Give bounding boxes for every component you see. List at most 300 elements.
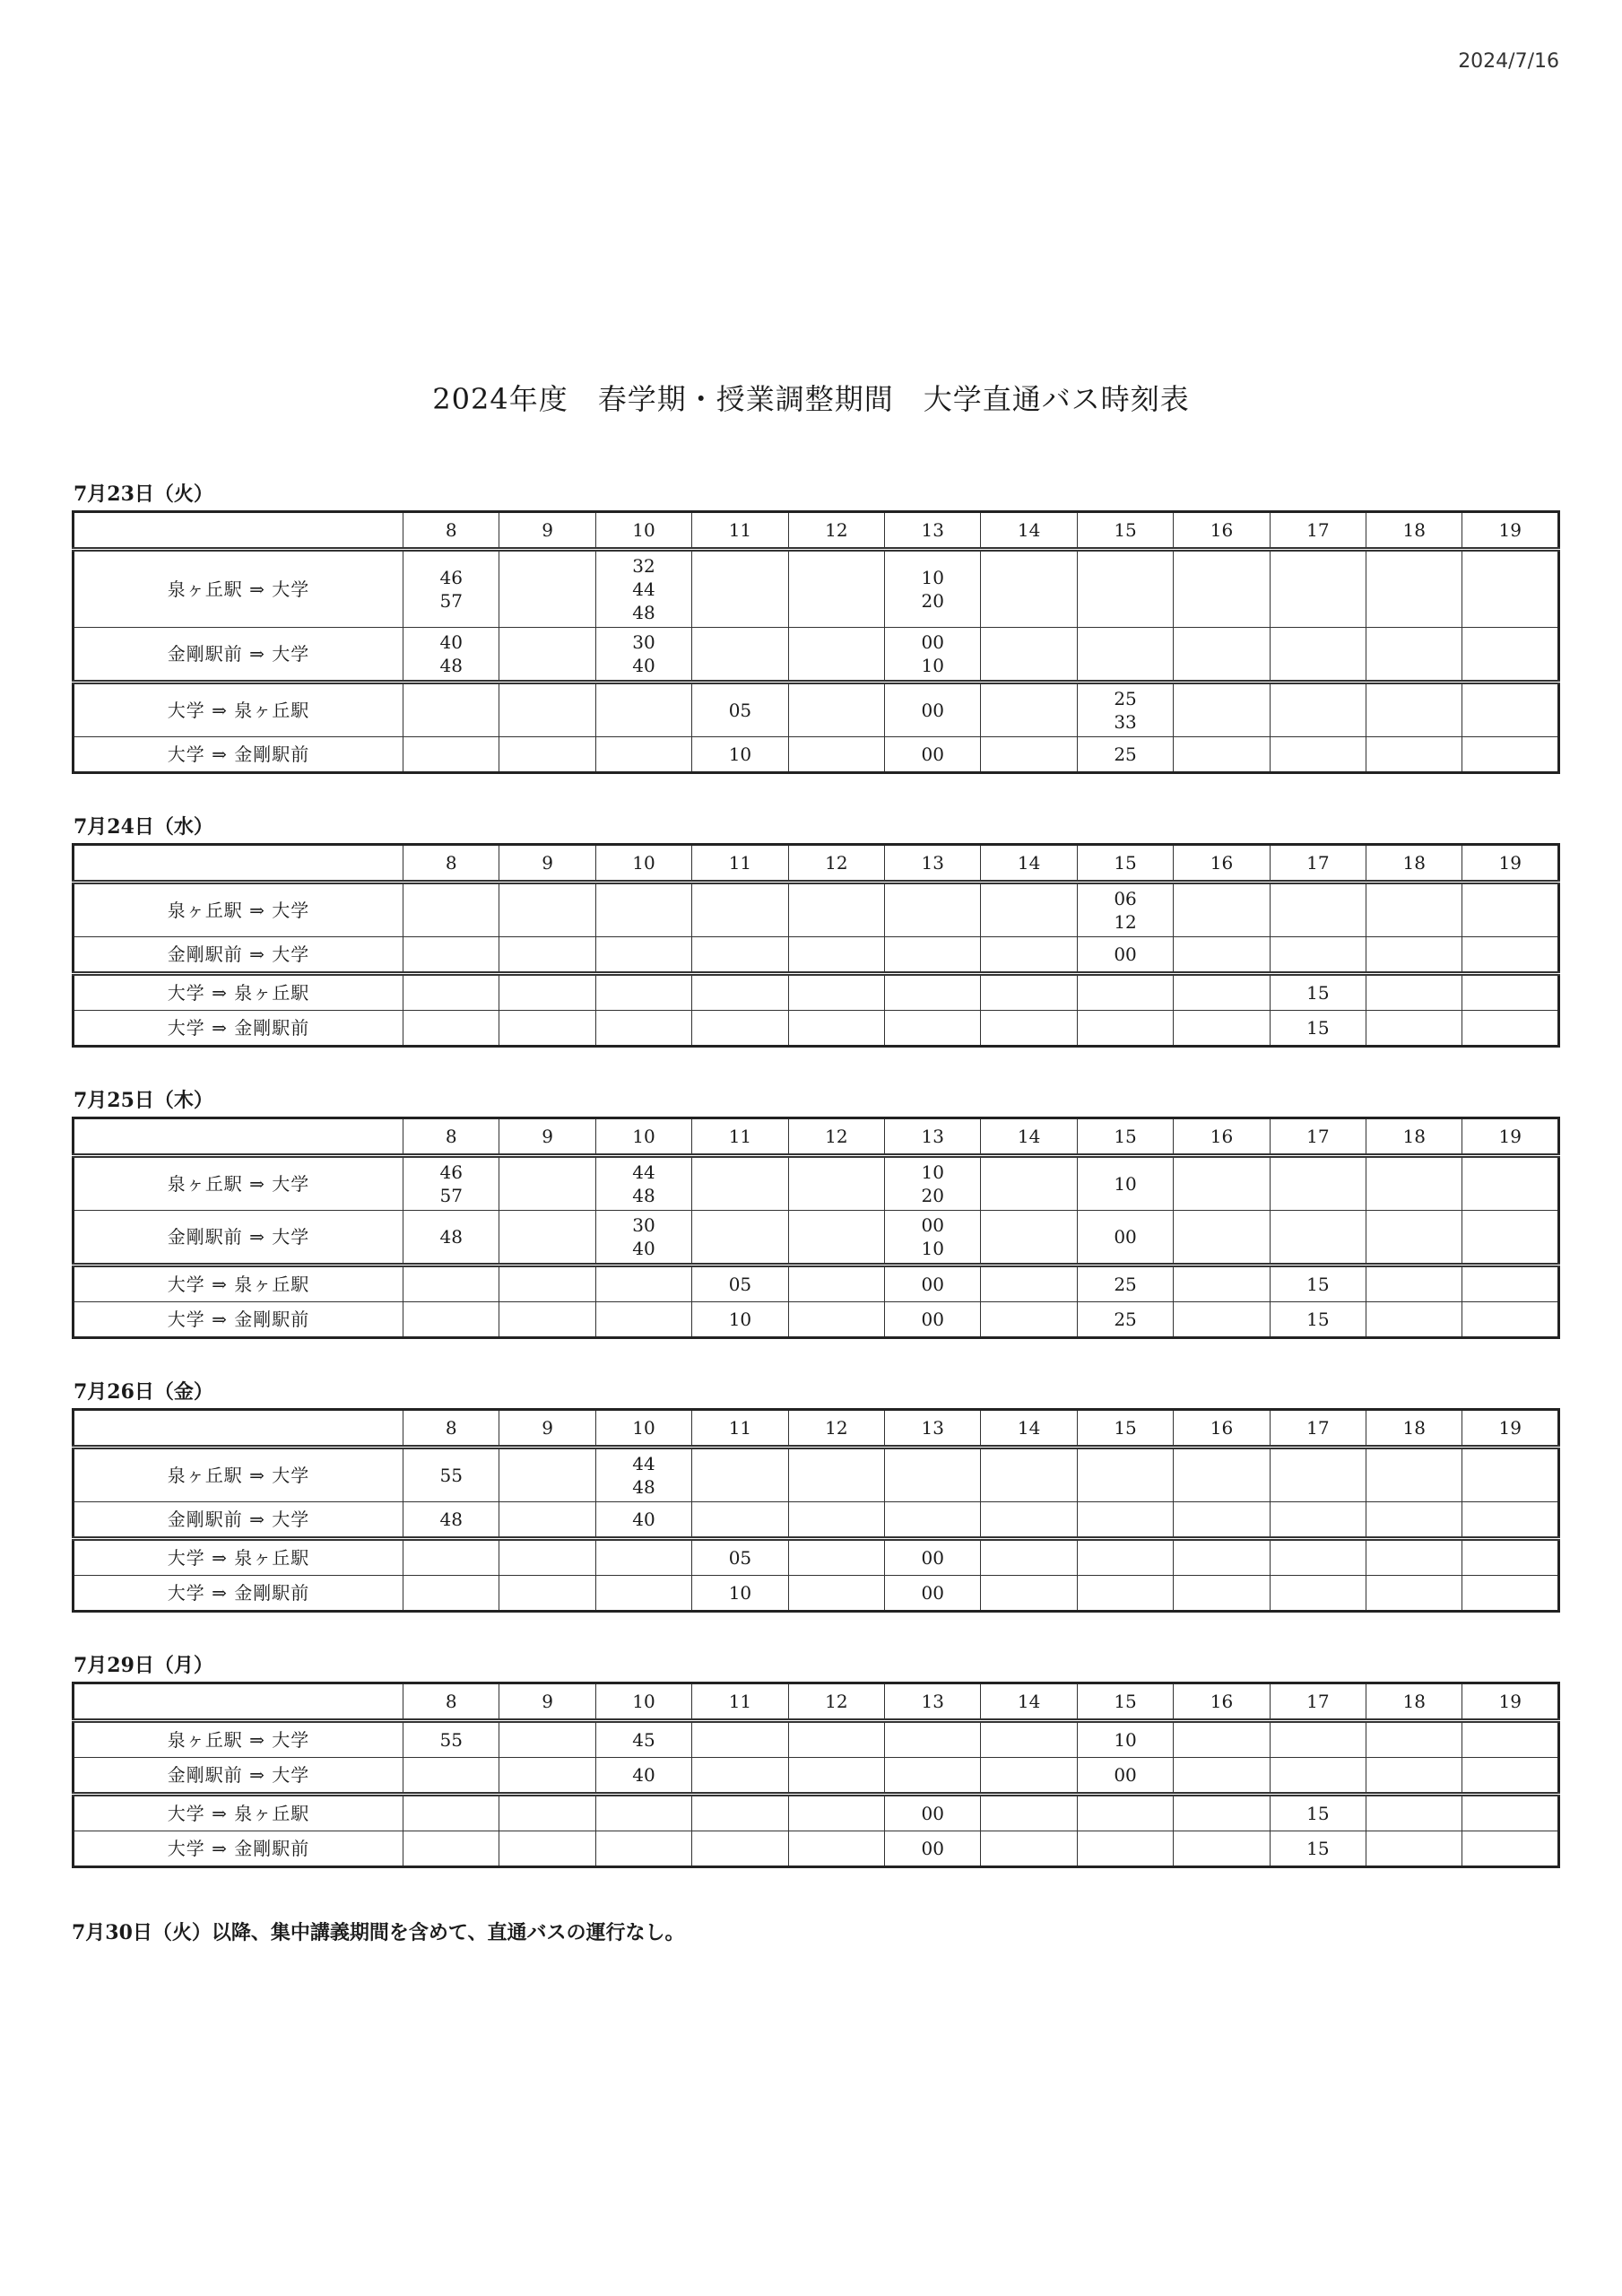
hour-header: 8 — [403, 1118, 499, 1156]
departure-cell — [1270, 1795, 1366, 1831]
departure-cell — [1366, 1502, 1462, 1539]
departure-cell — [595, 1011, 691, 1047]
departure-cell — [981, 1156, 1077, 1211]
hour-header: 10 — [595, 1118, 691, 1156]
departure-cell — [981, 1211, 1077, 1265]
departure-minute: 55 — [439, 1465, 463, 1486]
departure-cell — [885, 550, 981, 628]
departure-cell — [1077, 1265, 1173, 1302]
departure-minute: 05 — [728, 1274, 752, 1295]
departure-cell — [595, 1576, 691, 1612]
departure-cell — [1366, 974, 1462, 1011]
departure-cell — [692, 737, 788, 773]
route-label — [74, 1576, 403, 1612]
departure-cell — [788, 974, 884, 1011]
hour-header: 13 — [885, 512, 981, 550]
departure-cell — [1174, 1795, 1270, 1831]
departure-cell — [788, 1831, 884, 1867]
departure-cell — [595, 1448, 691, 1502]
departure-cell — [692, 550, 788, 628]
day-timetable — [72, 1378, 1560, 1613]
departure-minute: 40 — [439, 631, 463, 653]
departure-minute: 15 — [1306, 1838, 1330, 1859]
departure-cell — [499, 1302, 595, 1338]
departure-cell — [692, 1721, 788, 1758]
departure-cell — [1462, 550, 1559, 628]
departure-cell — [499, 1539, 595, 1576]
route-label — [74, 1302, 403, 1338]
route-text: 金剛駅前 ⇒ 大学 — [167, 643, 310, 665]
table-row — [74, 737, 1559, 773]
hour-header: 19 — [1462, 1118, 1559, 1156]
day-label: 7月23日（火） — [74, 483, 213, 506]
timetable — [72, 843, 1560, 1048]
departure-cell — [499, 737, 595, 773]
departure-cell — [885, 628, 981, 683]
departure-cell — [403, 1831, 499, 1867]
departure-minute: 00 — [921, 1274, 944, 1295]
departure-minute: 46 — [439, 1161, 463, 1183]
departure-minute: 10 — [921, 655, 944, 676]
departure-cell — [1366, 937, 1462, 974]
departure-cell — [981, 974, 1077, 1011]
departure-cell — [788, 1539, 884, 1576]
departure-cell — [788, 1302, 884, 1338]
timetable — [72, 510, 1560, 774]
departure-minute: 10 — [728, 1309, 752, 1330]
departure-minute: 00 — [921, 1582, 944, 1604]
departure-minute: 10 — [1114, 1729, 1137, 1751]
day-label: 7月29日（月） — [74, 1654, 213, 1677]
departure-cell — [1366, 1831, 1462, 1867]
hour-header: 16 — [1174, 845, 1270, 883]
hour-header: 17 — [1270, 512, 1366, 550]
departure-minute: 10 — [921, 1238, 944, 1259]
departure-cell — [403, 883, 499, 937]
departure-cell — [1077, 1721, 1173, 1758]
route-text: 金剛駅前 ⇒ 大学 — [167, 1764, 310, 1786]
departure-cell — [1462, 1211, 1559, 1265]
departure-minute: 48 — [632, 602, 655, 623]
departure-cell — [788, 1758, 884, 1795]
departure-minute: 33 — [1114, 711, 1137, 733]
route-label — [74, 1265, 403, 1302]
departure-cell — [403, 683, 499, 737]
departure-cell — [499, 1011, 595, 1047]
route-label — [74, 1448, 403, 1502]
departure-cell — [403, 737, 499, 773]
departure-cell — [499, 1156, 595, 1211]
departure-cell — [1462, 937, 1559, 974]
departure-cell — [403, 550, 499, 628]
departure-cell — [499, 1758, 595, 1795]
departure-cell — [595, 1795, 691, 1831]
route-text: 金剛駅前 ⇒ 大学 — [167, 1509, 310, 1530]
hour-header: 11 — [692, 512, 788, 550]
header-corner — [74, 512, 403, 550]
departure-cell — [692, 883, 788, 937]
route-text: 金剛駅前 ⇒ 大学 — [167, 1226, 310, 1248]
departure-cell — [1366, 1156, 1462, 1211]
print-date: 2024/7/16 — [1458, 50, 1559, 73]
departure-cell — [1366, 550, 1462, 628]
timetable — [72, 1682, 1560, 1868]
departure-cell — [1270, 1831, 1366, 1867]
departure-cell — [403, 1721, 499, 1758]
departure-minute: 15 — [1306, 1017, 1330, 1039]
departure-minute: 10 — [728, 744, 752, 765]
departure-cell — [981, 1448, 1077, 1502]
hour-header: 14 — [981, 845, 1077, 883]
departure-cell — [788, 550, 884, 628]
departure-cell — [403, 1539, 499, 1576]
hour-header: 11 — [692, 845, 788, 883]
departure-cell — [1077, 1302, 1173, 1338]
departure-cell — [1270, 550, 1366, 628]
departure-cell — [885, 1721, 981, 1758]
departure-minute: 06 — [1114, 888, 1137, 909]
table-row — [74, 1011, 1559, 1047]
hour-header: 8 — [403, 1683, 499, 1721]
departure-cell — [692, 1758, 788, 1795]
departure-minute: 00 — [921, 1803, 944, 1824]
departure-cell — [692, 1448, 788, 1502]
departure-cell — [403, 1156, 499, 1211]
hour-header: 19 — [1462, 1683, 1559, 1721]
departure-cell — [595, 937, 691, 974]
departure-cell — [403, 1211, 499, 1265]
departure-minute: 44 — [632, 578, 655, 600]
hour-header: 8 — [403, 1410, 499, 1448]
departure-cell — [499, 683, 595, 737]
departure-cell — [1270, 1576, 1366, 1612]
departure-cell — [788, 683, 884, 737]
departure-cell — [1270, 937, 1366, 974]
departure-cell — [1174, 550, 1270, 628]
hour-header: 12 — [788, 1410, 884, 1448]
timetable — [72, 1408, 1560, 1613]
hour-header: 18 — [1366, 845, 1462, 883]
departure-cell — [1270, 628, 1366, 683]
departure-cell — [1077, 1156, 1173, 1211]
hour-header: 10 — [595, 845, 691, 883]
hour-header: 9 — [499, 1683, 595, 1721]
hour-header: 10 — [595, 1410, 691, 1448]
departure-minute: 20 — [921, 1185, 944, 1206]
departure-minute: 00 — [1114, 1764, 1137, 1786]
route-text: 大学 ⇒ 泉ヶ丘駅 — [167, 700, 310, 721]
departure-cell — [1174, 1576, 1270, 1612]
departure-cell — [981, 1721, 1077, 1758]
header-corner — [74, 1683, 403, 1721]
departure-cell — [981, 1795, 1077, 1831]
departure-cell — [981, 1539, 1077, 1576]
departure-cell — [403, 628, 499, 683]
departure-cell — [595, 1156, 691, 1211]
hour-header: 17 — [1270, 1683, 1366, 1721]
hour-header: 11 — [692, 1118, 788, 1156]
route-label — [74, 974, 403, 1011]
route-label — [74, 1502, 403, 1539]
departure-cell — [499, 1211, 595, 1265]
departure-cell — [788, 1502, 884, 1539]
departure-cell — [788, 1448, 884, 1502]
departure-cell — [1174, 1265, 1270, 1302]
departure-cell — [1366, 1011, 1462, 1047]
departure-cell — [403, 1795, 499, 1831]
departure-minute: 57 — [439, 590, 463, 612]
route-label — [74, 683, 403, 737]
departure-cell — [403, 1265, 499, 1302]
hour-header: 16 — [1174, 1118, 1270, 1156]
hour-header: 17 — [1270, 1410, 1366, 1448]
departure-cell — [1366, 1795, 1462, 1831]
departure-cell — [1270, 1211, 1366, 1265]
route-label — [74, 550, 403, 628]
departure-cell — [499, 628, 595, 683]
route-label — [74, 1758, 403, 1795]
departure-cell — [788, 737, 884, 773]
departure-cell — [499, 883, 595, 937]
hour-header: 15 — [1077, 1410, 1173, 1448]
departure-cell — [981, 1576, 1077, 1612]
departure-cell — [499, 1795, 595, 1831]
departure-cell — [692, 1795, 788, 1831]
departure-minute: 48 — [632, 1185, 655, 1206]
route-text: 大学 ⇒ 金剛駅前 — [167, 1017, 310, 1039]
table-row — [74, 1721, 1559, 1758]
route-text: 大学 ⇒ 泉ヶ丘駅 — [167, 1547, 310, 1569]
departure-cell — [788, 1576, 884, 1612]
departure-minute: 15 — [1306, 982, 1330, 1004]
hour-header: 15 — [1077, 845, 1173, 883]
departure-cell — [403, 1302, 499, 1338]
departure-minute: 00 — [921, 744, 944, 765]
departure-cell — [595, 1502, 691, 1539]
departure-minute: 48 — [632, 1476, 655, 1498]
hour-header-row — [74, 1118, 1559, 1156]
departure-cell — [981, 1502, 1077, 1539]
departure-minute: 25 — [1114, 688, 1137, 709]
hour-header: 9 — [499, 512, 595, 550]
departure-cell — [981, 1758, 1077, 1795]
departure-cell — [403, 1576, 499, 1612]
service-note: 7月30日（火）以降、集中講義期間を含めて、直通バスの運行なし。 — [72, 1921, 685, 1944]
departure-cell — [692, 1831, 788, 1867]
departure-cell — [885, 1795, 981, 1831]
departure-minute: 46 — [439, 567, 463, 588]
departure-cell — [1077, 1448, 1173, 1502]
header-corner — [74, 1118, 403, 1156]
route-label — [74, 1011, 403, 1047]
departure-cell — [788, 1795, 884, 1831]
departure-cell — [692, 1011, 788, 1047]
departure-cell — [1366, 1539, 1462, 1576]
departure-cell — [1366, 737, 1462, 773]
departure-cell — [1462, 1302, 1559, 1338]
departure-minute: 25 — [1114, 1274, 1137, 1295]
departure-cell — [1174, 1539, 1270, 1576]
departure-cell — [692, 974, 788, 1011]
hour-header: 17 — [1270, 1118, 1366, 1156]
departure-cell — [499, 1448, 595, 1502]
hour-header: 8 — [403, 512, 499, 550]
departure-cell — [1462, 1156, 1559, 1211]
departure-cell — [1174, 1721, 1270, 1758]
route-label — [74, 1831, 403, 1867]
departure-minute: 48 — [439, 1226, 463, 1248]
departure-minute: 15 — [1306, 1803, 1330, 1824]
departure-cell — [1462, 1831, 1559, 1867]
day-timetable — [72, 480, 1560, 774]
departure-cell — [885, 1156, 981, 1211]
departure-cell — [788, 1721, 884, 1758]
departure-minute: 00 — [921, 1838, 944, 1859]
departure-minute: 05 — [728, 1547, 752, 1569]
departure-cell — [595, 550, 691, 628]
departure-cell — [1366, 1448, 1462, 1502]
page-title: 2024年度 春学期・授業調整期間 大学直通バス時刻表 — [432, 382, 1190, 416]
departure-cell — [595, 1758, 691, 1795]
departure-cell — [1270, 1011, 1366, 1047]
departure-cell — [1462, 628, 1559, 683]
departure-cell — [1462, 1721, 1559, 1758]
departure-cell — [595, 1302, 691, 1338]
table-row — [74, 1302, 1559, 1338]
departure-cell — [885, 1265, 981, 1302]
hour-header: 10 — [595, 512, 691, 550]
route-text: 金剛駅前 ⇒ 大学 — [167, 944, 310, 965]
timetable — [72, 1117, 1560, 1339]
departure-minute: 00 — [921, 1309, 944, 1330]
hour-header: 18 — [1366, 1410, 1462, 1448]
day-label: 7月26日（金） — [74, 1380, 213, 1404]
departure-cell — [885, 1539, 981, 1576]
hour-header: 16 — [1174, 1683, 1270, 1721]
hour-header: 12 — [788, 1683, 884, 1721]
hour-header: 17 — [1270, 845, 1366, 883]
departure-cell — [403, 1758, 499, 1795]
departure-cell — [692, 1576, 788, 1612]
departure-minute: 10 — [728, 1582, 752, 1604]
hour-header: 18 — [1366, 1683, 1462, 1721]
hour-header: 9 — [499, 1118, 595, 1156]
route-label — [74, 883, 403, 937]
departure-cell — [1174, 1758, 1270, 1795]
table-row — [74, 1448, 1559, 1502]
route-text: 大学 ⇒ 泉ヶ丘駅 — [167, 1803, 310, 1824]
departure-cell — [1077, 1795, 1173, 1831]
departure-cell — [1462, 974, 1559, 1011]
departure-minute: 44 — [632, 1453, 655, 1474]
hour-header: 12 — [788, 845, 884, 883]
route-label — [74, 1795, 403, 1831]
table-row — [74, 1795, 1559, 1831]
table-row — [74, 628, 1559, 683]
departure-cell — [595, 628, 691, 683]
hour-header: 14 — [981, 1410, 1077, 1448]
route-label — [74, 1721, 403, 1758]
departure-cell — [1077, 883, 1173, 937]
departure-cell — [1270, 1156, 1366, 1211]
route-label — [74, 937, 403, 974]
departure-cell — [981, 1011, 1077, 1047]
departure-cell — [885, 1758, 981, 1795]
departure-cell — [885, 1302, 981, 1338]
hour-header: 11 — [692, 1410, 788, 1448]
departure-cell — [595, 1211, 691, 1265]
route-label — [74, 1156, 403, 1211]
route-text: 泉ヶ丘駅 ⇒ 大学 — [167, 578, 310, 600]
departure-cell — [1174, 737, 1270, 773]
hour-header: 8 — [403, 845, 499, 883]
table-row — [74, 683, 1559, 737]
departure-cell — [1462, 683, 1559, 737]
header-corner — [74, 845, 403, 883]
departure-minute: 00 — [921, 700, 944, 721]
hour-header: 13 — [885, 845, 981, 883]
departure-cell — [1077, 1539, 1173, 1576]
departure-cell — [885, 883, 981, 937]
departure-minute: 05 — [728, 700, 752, 721]
day-label: 7月25日（木） — [74, 1089, 213, 1112]
departure-cell — [1366, 1302, 1462, 1338]
route-text: 泉ヶ丘駅 ⇒ 大学 — [167, 900, 310, 921]
departure-minute: 00 — [921, 1547, 944, 1569]
departure-cell — [1270, 1758, 1366, 1795]
departure-minute: 10 — [1114, 1173, 1137, 1195]
departure-minute: 40 — [632, 1238, 655, 1259]
departure-cell — [788, 628, 884, 683]
departure-minute: 10 — [921, 567, 944, 588]
hour-header: 16 — [1174, 1410, 1270, 1448]
departure-cell — [595, 1265, 691, 1302]
departure-cell — [788, 883, 884, 937]
departure-cell — [403, 1502, 499, 1539]
departure-minute: 00 — [921, 1214, 944, 1236]
departure-cell — [595, 683, 691, 737]
route-text: 泉ヶ丘駅 ⇒ 大学 — [167, 1173, 310, 1195]
departure-cell — [788, 1156, 884, 1211]
table-row — [74, 937, 1559, 974]
header-corner — [74, 1410, 403, 1448]
hour-header-row — [74, 845, 1559, 883]
departure-cell — [1270, 1721, 1366, 1758]
departure-cell — [692, 1302, 788, 1338]
hour-header: 9 — [499, 1410, 595, 1448]
hour-header: 18 — [1366, 512, 1462, 550]
departure-minute: 00 — [1114, 1226, 1137, 1248]
route-label — [74, 1211, 403, 1265]
departure-cell — [1077, 737, 1173, 773]
departure-cell — [1270, 737, 1366, 773]
departure-minute: 40 — [632, 1764, 655, 1786]
departure-cell — [885, 737, 981, 773]
route-text: 大学 ⇒ 金剛駅前 — [167, 1838, 310, 1859]
departure-cell — [595, 1721, 691, 1758]
table-row — [74, 1576, 1559, 1612]
departure-cell — [499, 974, 595, 1011]
departure-cell — [788, 1265, 884, 1302]
hour-header: 13 — [885, 1118, 981, 1156]
departure-minute: 20 — [921, 590, 944, 612]
route-text: 大学 ⇒ 金剛駅前 — [167, 744, 310, 765]
departure-cell — [885, 974, 981, 1011]
departure-cell — [981, 937, 1077, 974]
table-row — [74, 1265, 1559, 1302]
departure-cell — [885, 1576, 981, 1612]
departure-cell — [1077, 974, 1173, 1011]
